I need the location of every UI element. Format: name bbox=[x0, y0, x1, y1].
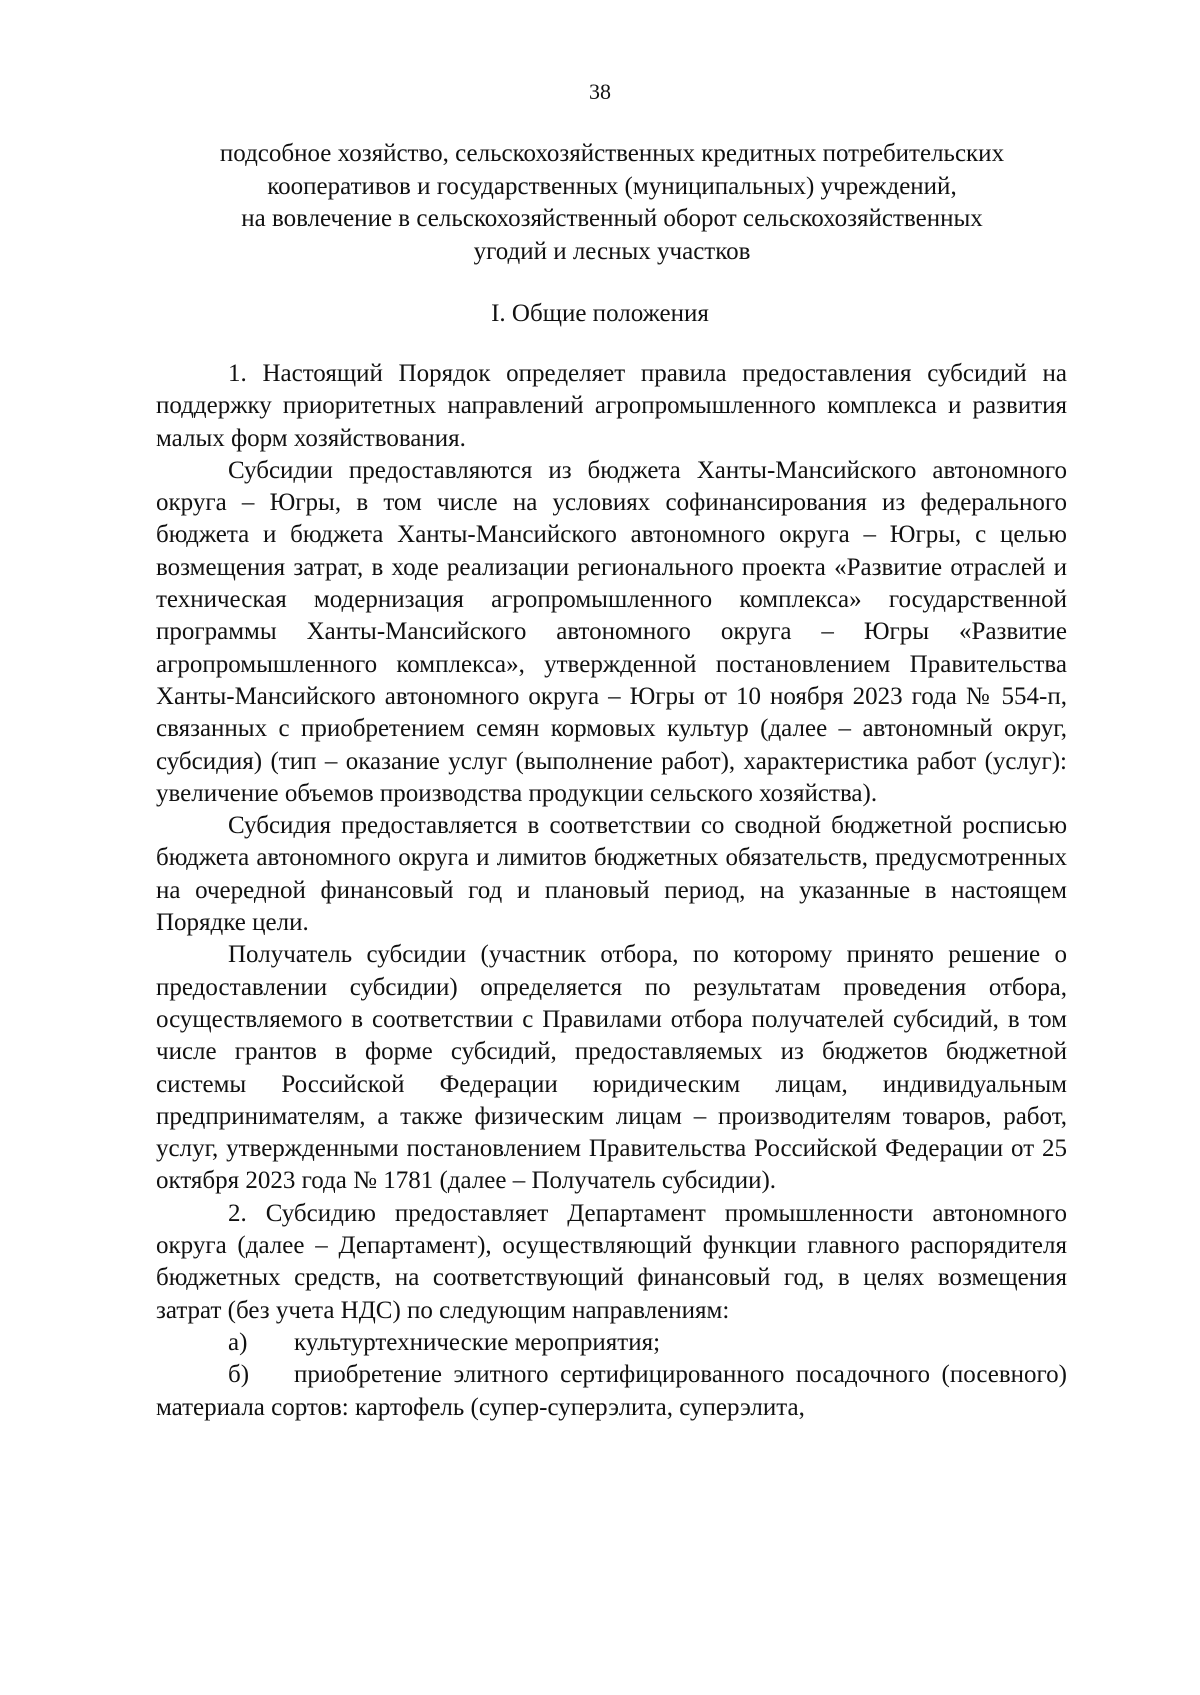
paragraph: Получатель субсидии (участник отбора, по которому принято решение о предоставлении субсидии) определяется по результатам проведения отбора, осуществляемого в соответствии с Правилами отбора получателей субсидий, в том числе грантов в форме субсидий, предоставляемых из бюджетов бюджетной системы Российской Федерации юридическим лицам, индивидуальным предпринимателям, а также физическим лицам – производителям товаров, работ, услуг, утвержденными постановлением Правительства Российской Федерации от 25 октября 2023 года № 1781 (далее – Получатель субсидии). bbox=[156, 941, 1067, 1195]
paragraph: 2. Субсидию предоставляет Департамент промышленности автономного округа (далее – Департамент), осуществляющий функции главного распорядителя бюджетных средств, на соответствующий финансовый год, в целях возмещения затрат (без учета НДС) по следующим направлениям: bbox=[156, 1199, 1067, 1324]
section-heading: I. Общие положения bbox=[491, 300, 709, 327]
page-number: 38 bbox=[589, 79, 611, 104]
title-line: кооперативов и государственных (муниципальных) учреждений, bbox=[267, 172, 957, 200]
title-line: на вовлечение в сельскохозяйственный оборот сельскохозяйственных bbox=[241, 205, 983, 232]
paragraph: Субсидии предоставляются из бюджета Ханты-Мансийского автономного округа – Югры, в том числе на условиях софинансирования из федерального бюджета и бюджета Ханты-Мансийского автономного округа – Югры, с целью возмещения затрат, в ходе реализации регионального проекта «Развитие отраслей и техническая модернизация агропромышленного комплекса» государственной программы Ханты-Мансийского автономного округа – Югры «Развитие агропромышленного комплекса», утвержденной постановлением Правительства Ханты-Мансийского автономного округа – Югры от 10 ноября 2023 года № 554-п, связанных с приобретением семян кормовых культур (далее – автономный округ, субсидия) (тип – оказание услуг (выполнение работ), характеристика работ (услуг): увеличение объемов производства продукции сельского хозяйства). bbox=[156, 456, 1067, 807]
list-item-text: приобретение элитного сертифицированного посадочного (посевного) материала сортов: картофель (супер-суперэлита, суперэлита, bbox=[156, 1361, 1067, 1421]
title-line: угодий и лесных участков bbox=[473, 237, 751, 265]
list-marker: б) bbox=[228, 1361, 250, 1389]
list-item bbox=[156, 1359, 1067, 1424]
document-title bbox=[160, 138, 1064, 268]
title-line: подсобное хозяйство, сельскохозяйственных кредитных потребительских bbox=[219, 140, 1005, 167]
paragraph: Субсидия предоставляется в соответствии со сводной бюджетной росписью бюджета автономного округа и лимитов бюджетных обязательств, предусмотренных на очередной финансовый год и плановый период, на указанные в настоящем Порядке цели. bbox=[156, 812, 1067, 937]
list-item bbox=[156, 1327, 1067, 1359]
document-body bbox=[156, 358, 1067, 1424]
list-item-text: культуртехнические мероприятия; bbox=[294, 1328, 661, 1356]
list-marker: а) bbox=[228, 1328, 248, 1356]
paragraph: 1. Настоящий Порядок определяет правила предоставления субсидий на поддержку приоритетных направлений агропромышленного комплекса и развития малых форм хозяйствования. bbox=[156, 360, 1067, 452]
